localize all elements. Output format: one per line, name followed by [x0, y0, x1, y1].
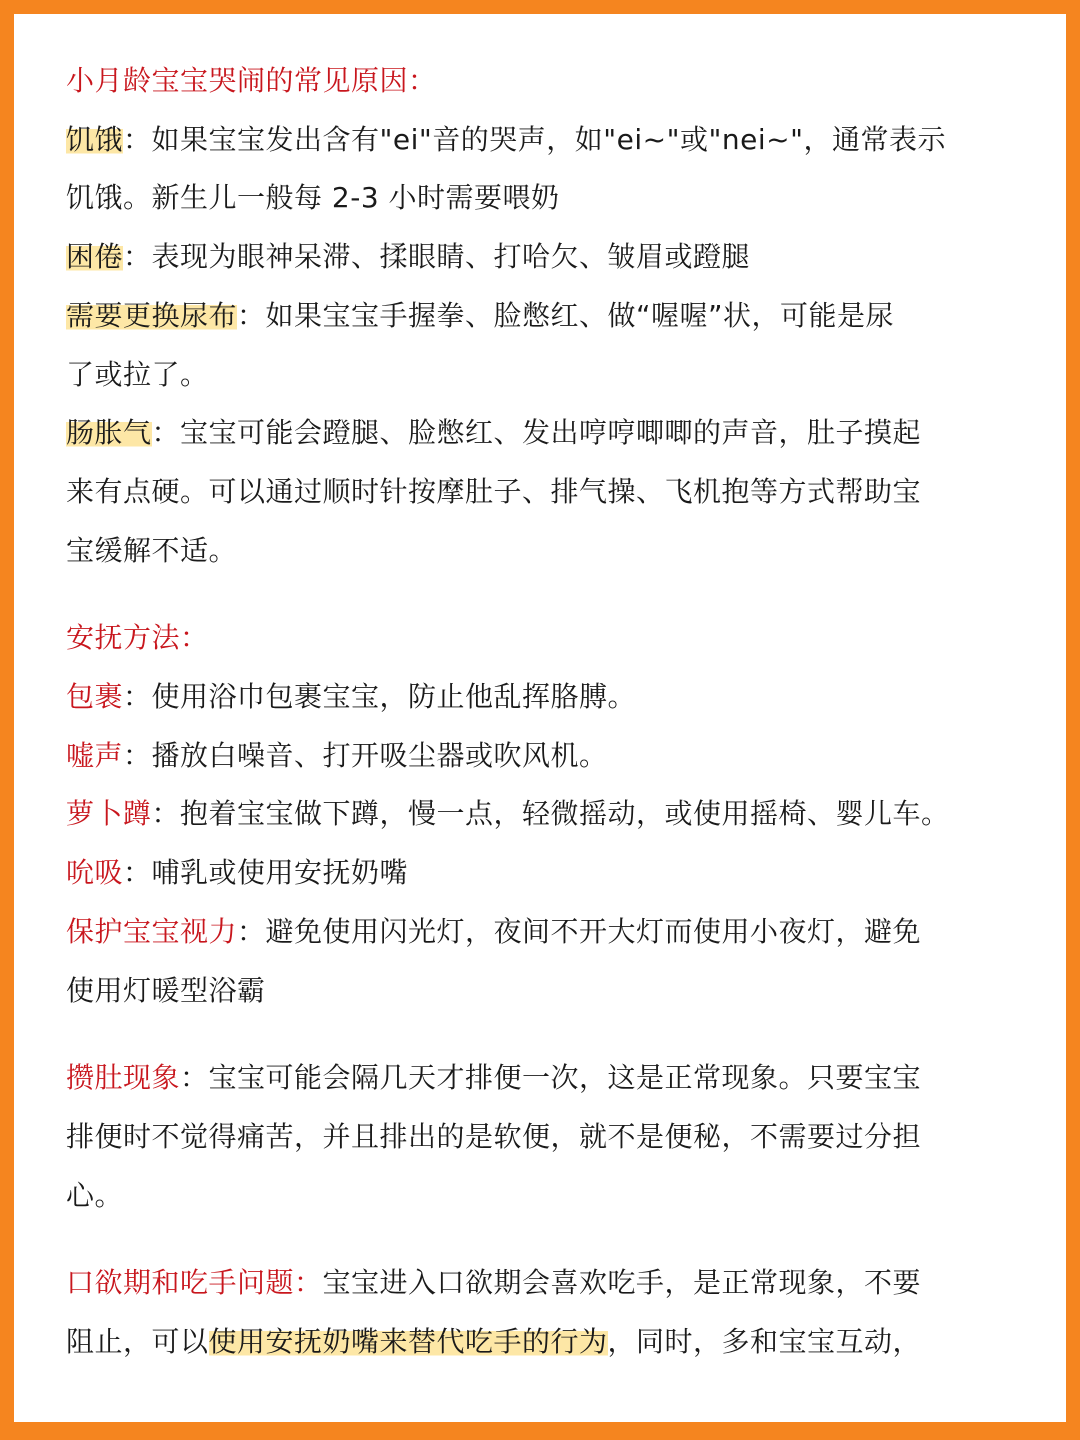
note-card [14, 14, 1066, 1422]
oral-text-2-post: ，同时，多和宝宝互动， [607, 1325, 922, 1359]
cause-diaper-text-1: ：如果宝宝手握拳、脸憋红、做“喔喔”状，可能是尿 [237, 298, 895, 332]
cause-sleepy-text-1: ：表现为眼神呆滞、揉眼睛、打哈欠、皱眉或蹬腿 [123, 240, 751, 274]
stool-line-2: 排便时不觉得痛苦，并且排出的是软便，就不是便秘，不需要过分担 [66, 1119, 922, 1153]
soothe-vision-text-1: ：避免使用闪光灯，夜间不开大灯而使用小夜灯，避免 [237, 914, 922, 948]
oral-text-2-pre: 阻止，可以 [66, 1325, 209, 1359]
soothe-vision-line-2: 使用灯暖型浴霸 [66, 973, 266, 1007]
soothe-shush-line [66, 727, 1006, 786]
cause-gas-text-1: ：宝宝可能会蹬腿、脸憋红、发出哼哼唧唧的声音，肚子摸起 [151, 416, 922, 450]
soothe-suck-text: ：哺乳或使用安抚奶嘴 [123, 856, 409, 890]
soothe-shush-text: ：播放白噪音、打开吸尘器或吹风机。 [123, 738, 608, 772]
soothe-squat-line [66, 785, 1006, 844]
section-spacer [66, 580, 1006, 609]
cause-hunger-line-1 [66, 111, 1006, 170]
soothe-swaddle-text: ：使用浴巾包裹宝宝，防止他乱挥胳膊。 [123, 680, 637, 714]
oral-line-2 [66, 1313, 1006, 1372]
stool-text-1: ：宝宝可能会隔几天才排便一次，这是正常现象。只要宝宝 [180, 1061, 922, 1095]
section-spacer [66, 1225, 1006, 1254]
soothe-vision-term: 保护宝宝视力 [66, 914, 238, 948]
cause-hunger-line-2: 饥饿。新生儿一般每 2-3 小时需要喂奶 [66, 181, 560, 215]
cause-hunger-term: 饥饿 [66, 122, 124, 156]
causes-heading: 小月龄宝宝哭闹的常见原因： [66, 64, 437, 97]
soothe-swaddle-term: 包裹 [66, 680, 124, 714]
soothe-squat-text: ：抱着宝宝做下蹲，慢一点，轻微摇动，或使用摇椅、婴儿车。 [151, 797, 950, 831]
cause-gas-term: 肠胀气 [66, 416, 152, 450]
cause-gas-line-3: 宝缓解不适。 [66, 533, 238, 567]
cause-hunger-text-1: ：如果宝宝发出含有"ei"音的哭声，如"ei~"或"nei~"，通常表示 [123, 122, 946, 156]
soothe-suck-line [66, 844, 1006, 903]
oral-highlight: 使用安抚奶嘴来替代吃手的行为 [208, 1325, 608, 1359]
soothe-suck-term: 吮吸 [66, 856, 124, 890]
cause-sleepy-term: 困倦 [66, 240, 124, 274]
cause-diaper-line-1 [66, 287, 1006, 346]
stool-line-1 [66, 1049, 1006, 1108]
cause-sleepy-line-1 [66, 228, 1006, 287]
cause-gas-line-2: 来有点硬。可以通过顺时针按摩肚子、排气操、飞机抱等方式帮助宝 [66, 474, 922, 508]
section-spacer [66, 1020, 1006, 1049]
oral-line-1 [66, 1254, 1006, 1313]
soothe-squat-term: 萝卜蹲 [66, 797, 152, 831]
oral-term: 口欲期和吃手问题： [66, 1266, 323, 1300]
soothe-shush-term: 嘘声 [66, 738, 124, 772]
note-content [66, 52, 1006, 1372]
cause-gas-line-1 [66, 404, 1006, 463]
soothe-vision-line-1 [66, 903, 1006, 962]
oral-text-1: 宝宝进入口欲期会喜欢吃手，是正常现象，不要 [322, 1266, 922, 1300]
cause-diaper-line-2: 了或拉了。 [66, 357, 209, 391]
stool-line-3: 心。 [66, 1178, 124, 1212]
soothe-swaddle-line [66, 668, 1006, 727]
stool-term: 攒肚现象 [66, 1061, 181, 1095]
cause-diaper-term: 需要更换尿布 [66, 298, 238, 332]
soothe-heading: 安抚方法： [66, 621, 209, 655]
